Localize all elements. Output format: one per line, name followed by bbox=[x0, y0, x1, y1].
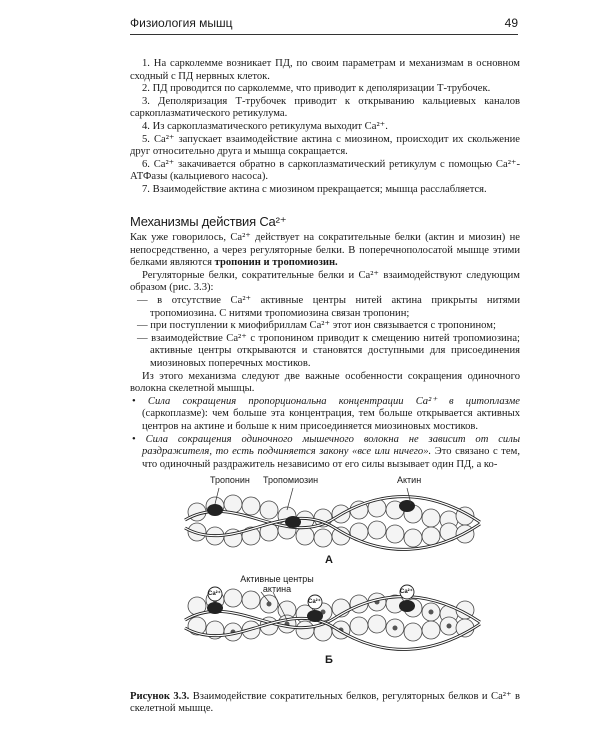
section-heading: Механизмы действия Ca²⁺ bbox=[130, 214, 287, 229]
page-number: 49 bbox=[504, 16, 518, 30]
bullet-2-italic: Сила сокращения одиночного мышечного волокна не зависит от силы раздражителя, то есть подчиняется закону «все или ничего». bbox=[142, 433, 520, 458]
bullet-2 bbox=[130, 434, 520, 472]
section-body bbox=[130, 232, 520, 471]
panel-a-drawing bbox=[185, 488, 480, 549]
panel-b-drawing bbox=[185, 585, 480, 649]
regulatory-intro: Регуляторные белки, сократительные белки и Ca²⁺ взаимодействуют следующим образом (рис. 3.3): bbox=[130, 269, 520, 294]
step-5: 5. Ca²⁺ запускает взаимодействие актина с миозином, происходит их скольжение друг относительно друга и мышца сокращается. bbox=[130, 133, 520, 158]
caption-label: Рисунок 3.3. bbox=[130, 690, 190, 702]
figure-caption bbox=[130, 691, 520, 716]
ion-label: Ca²⁺ bbox=[400, 589, 413, 595]
bullet-1-italic: Сила сокращения пропорциональна концентрации Ca²⁺ в цитоплазме bbox=[147, 395, 520, 407]
intro-paragraph bbox=[130, 232, 520, 270]
step-1: 1. На сарколемме возникает ПД, по своим параметрам и механизмам в основном сходный с ПД нервных клеток. bbox=[130, 58, 520, 82]
running-head-title: Физиология мышц bbox=[130, 16, 233, 30]
features-intro: Из этого механизма следуют две важные особенности сокращения одиночного волокна скелетной мышцы. bbox=[130, 370, 520, 395]
figure-3-3 bbox=[175, 470, 485, 670]
label-tropomyosin: Тропомиозин bbox=[263, 475, 319, 485]
bullet-2-rest: Это связано с тем, что одиночный раздражитель независимо от его силы вызывает один ПД, а ко- bbox=[142, 446, 520, 470]
bullet-mark: • bbox=[132, 395, 136, 407]
step-7: 7. Взаимодействие актина с миозином прекращается; мышца расслабляется. bbox=[142, 183, 487, 195]
step-6: 6. Ca²⁺ закачивается обратно в саркоплазматический ретикулум с помощью Ca²⁺-АТФазы (кальциевого насоса). bbox=[130, 158, 520, 183]
bullet-1-rest: (саркоплазме): чем больше эта концентрация, тем больше открывается активных центров на актине и больше к ним присоединяется миозиновых мостиков. bbox=[142, 408, 520, 432]
dash-item-3: — взаимодействие Ca²⁺ с тропонином приводит к смещению нитей тропомиозина; активные центры открываются и становятся доступными для присоединения миозиновых поперечных мостиков. bbox=[137, 332, 520, 369]
dash-item-1: — в отсутствие Ca²⁺ активные центры нитей актина прикрыты нитями тропомиозина. С нитями тропомиозина связан тропонин; bbox=[137, 294, 520, 319]
label-actin: Актин bbox=[397, 475, 422, 485]
intro-text: Как уже говорилось, Ca²⁺ действует на сократительные белки (актин и миозин) не непосредственно, а через регуляторные белки. В поперечнополосатой мышце этими белками являются bbox=[130, 232, 520, 269]
label-active-centers: Активные центры актина bbox=[240, 574, 314, 594]
panel-a-letter: А bbox=[325, 554, 333, 566]
panel-b-letter: Б bbox=[325, 654, 333, 666]
dash-item-2: — при поступлении к миофибриллам Ca²⁺ этот ион связывается с тропонином; bbox=[137, 320, 496, 332]
running-head bbox=[130, 12, 518, 35]
actin-filament-illustration bbox=[175, 470, 485, 670]
label-troponin: Тропонин bbox=[210, 475, 250, 485]
ion-label: Ca²⁺ bbox=[208, 591, 221, 597]
caption-text: Взаимодействие сократительных белков, регуляторных белков и Ca²⁺ в скелетной мышце. bbox=[130, 690, 520, 715]
step-3: 3. Деполяризация Т-трубочек приводит к открыванию кальциевых каналов саркоплазматического ретикулума. bbox=[130, 95, 520, 120]
step-2: 2. ПД проводится по сарколемме, что приводит к деполяризации Т-трубочек. bbox=[142, 83, 491, 95]
step-4: 4. Из саркоплазматического ретикулума выходит Ca²⁺. bbox=[142, 120, 388, 132]
steps-list bbox=[130, 58, 520, 197]
bullet-1 bbox=[130, 396, 520, 434]
intro-bold: тропонин и тропомиозин. bbox=[214, 257, 338, 269]
bullet-mark: • bbox=[132, 433, 136, 445]
ion-label: Ca²⁺ bbox=[308, 599, 321, 605]
